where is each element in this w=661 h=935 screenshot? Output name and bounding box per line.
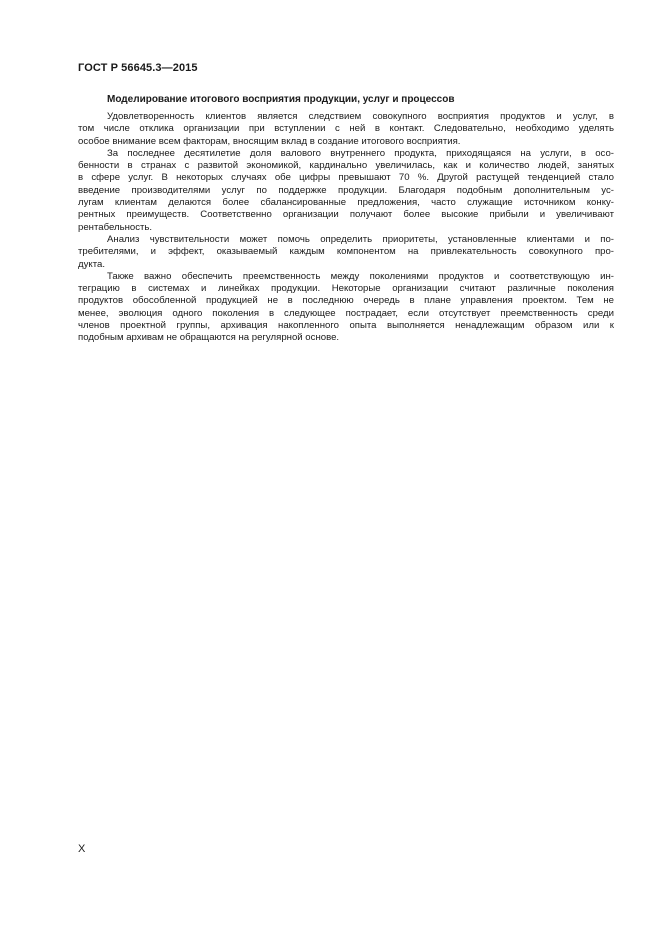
document-code-header: ГОСТ Р 56645.3—2015 (78, 62, 198, 74)
text-line: лугам клиентам делаются более сбалансированные предложения, часто служащие источником конку- (78, 197, 614, 209)
text-line: членов проектной группы, архивация накопленного опыта выполняется ненадлежащим образом или к (78, 320, 614, 332)
text-line: введение производителями услуг по поддержке продукции. Благодаря подобным дополнительным ус- (78, 184, 614, 196)
text-line: Также важно обеспечить преемственность между поколениями продуктов и соответствующую ин- (107, 270, 614, 282)
paragraph (78, 148, 614, 234)
text-line: теграцию в системах и линейках продукции. Некоторые организации считают различные поколения (78, 283, 614, 295)
paragraph (78, 234, 614, 271)
paragraph (78, 111, 614, 148)
text-line: бенности в странах с развитой экономикой, кардинально увеличилась, как и количество людей, занятых (78, 160, 614, 172)
text-line: особое внимание всем факторам, вносящим вклад в создание итогового восприятия. (78, 135, 461, 147)
text-line: менее, эволюция одного поколения в следующее пострадает, если отсутствует преемственность среди (78, 307, 614, 319)
text-line: дукта. (78, 258, 105, 270)
text-line: За последнее десятилетие доля валового внутреннего продукта, приходящаяся на услуги, в осо- (107, 147, 614, 159)
text-line: требителями, и эффект, оказываемый каждым компонентом на привлекательность совокупного про- (78, 246, 614, 258)
document-body (78, 111, 614, 345)
section-title: Моделирование итогового восприятия продукции, услуг и процессов (107, 94, 455, 105)
text-line: том числе отклика организации при вступлении с ней в контакт. Следовательно, необходимо уделять (78, 123, 614, 135)
text-line: рентных преимуществ. Соответственно организации получают более высокие прибыли и увеличивают (78, 209, 614, 221)
text-line: в сфере услуг. В некоторых случаях обе цифры превышают 70 %. Другой растущей тенденцией стало (78, 172, 614, 184)
page-number: X (78, 843, 86, 855)
text-line: рентабельность. (78, 221, 153, 233)
text-line: продуктов обособленной продукцией не в последнюю очередь в плане управления проектом. Тем не (78, 295, 614, 307)
paragraph (78, 271, 614, 345)
text-line: подобным архивам не обращаются на регулярной основе. (78, 332, 340, 344)
text-line: Удовлетворенность клиентов является следствием совокупного восприятия продуктов и услуг, в (107, 111, 614, 122)
text-line: Анализ чувствительности может помочь определить приоритеты, установленные клиентами и по- (107, 233, 614, 245)
